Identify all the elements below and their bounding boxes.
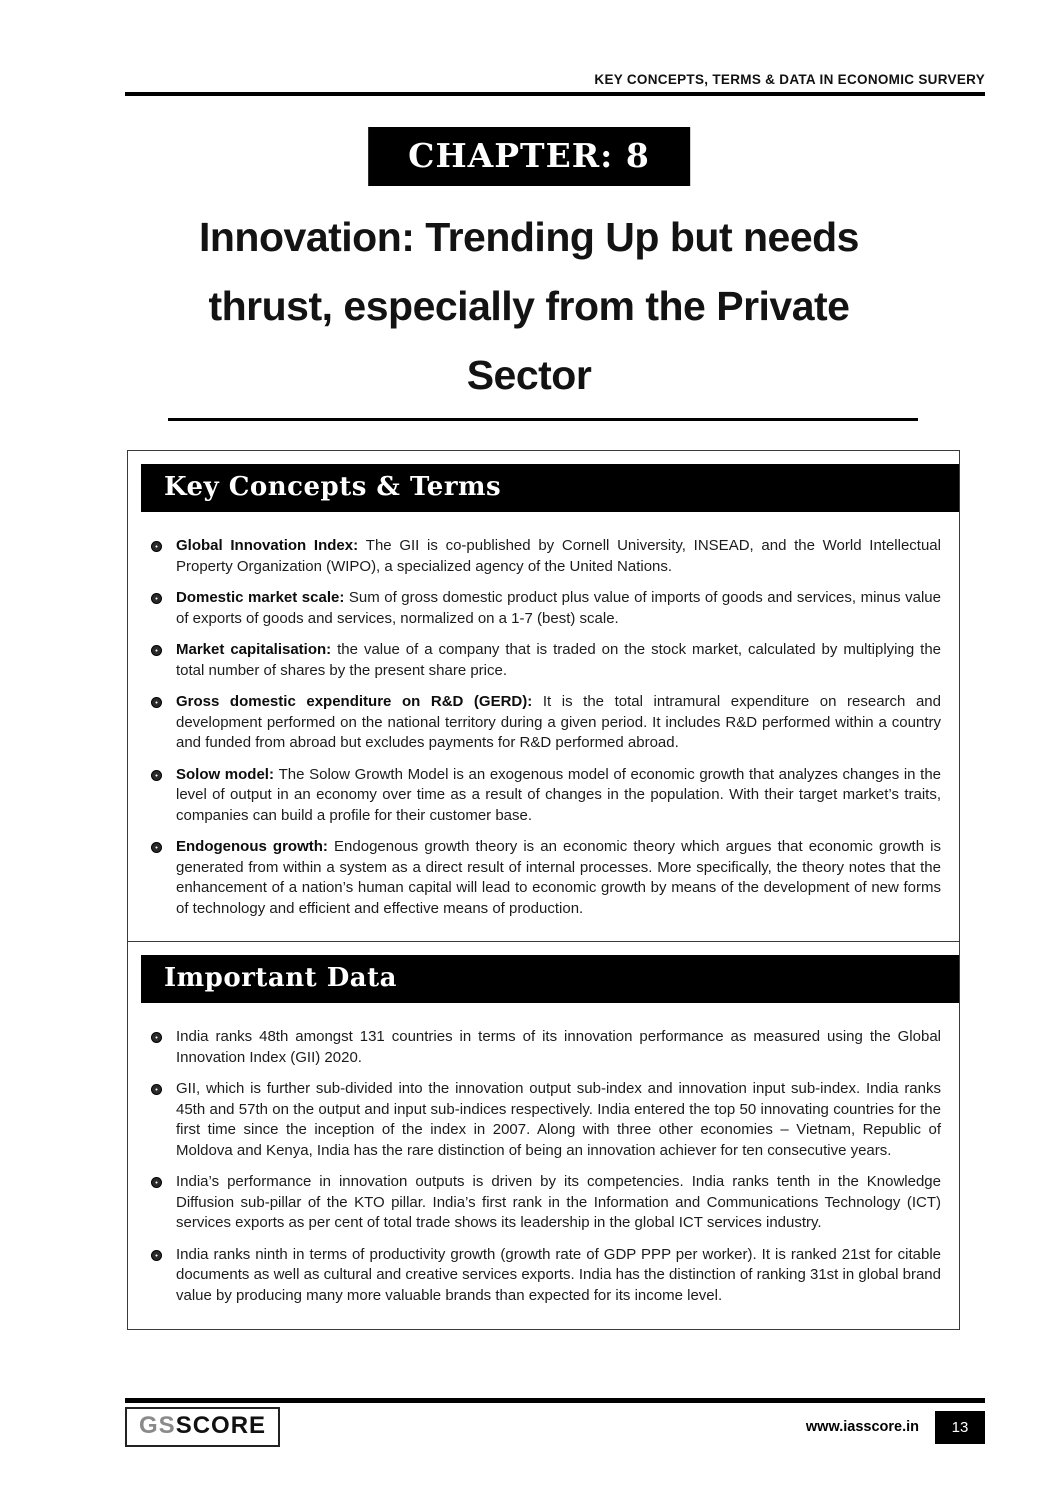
page-title-line-2: thrust, especially from the Private xyxy=(208,283,850,329)
list-item xyxy=(142,1079,941,1161)
term-label: Global Innovation Index: xyxy=(176,537,366,554)
page-title-line-1: Innovation: Trending Up but needs xyxy=(199,214,859,260)
brand-logo xyxy=(125,1407,280,1447)
important-data-heading: Important Data xyxy=(141,955,959,1003)
bullet-icon xyxy=(151,1084,162,1095)
bullet-icon xyxy=(151,541,162,552)
page-title-line-3: Sector xyxy=(466,352,592,398)
important-data-list xyxy=(128,1003,959,1329)
list-item xyxy=(142,692,941,754)
list-item xyxy=(142,1172,941,1234)
item-text: the value of a company that is traded on the stock market, calculated by multiplying the total number of shares by the present share price. xyxy=(176,641,942,679)
bullet-icon xyxy=(151,770,162,781)
list-item xyxy=(142,1027,941,1068)
footer-rule xyxy=(125,1398,985,1403)
term-label: Market capitalisation: xyxy=(176,641,338,658)
term-label: Domestic market scale: xyxy=(176,589,349,606)
list-item xyxy=(142,765,941,827)
running-header: KEY CONCEPTS, TERMS & DATA IN ECONOMIC SURVERY xyxy=(594,72,985,87)
bullet-icon xyxy=(151,1177,162,1188)
list-item xyxy=(142,536,941,577)
brand-logo-score: SCORE xyxy=(175,1412,267,1439)
item-text: Endogenous growth theory is an economic theory which argues that economic growth is generated from within a system as a direct result of internal processes. More specifically, the theory notes that the enhancement of a nation’s human capital will lead to economic growth by means of the development of new forms of technology and efficient and effective means of production. xyxy=(176,838,941,917)
bullet-icon xyxy=(151,593,162,604)
item-text: The Solow Growth Model is an exogenous model of economic growth that analyzes changes in the level of output in an economy over time as a result of changes in the population. With their target market’s traits, companies can build a profile for their customer base. xyxy=(176,765,941,824)
page-number: 13 xyxy=(935,1411,985,1444)
list-item xyxy=(142,588,941,629)
header-rule xyxy=(125,92,985,96)
chapter-badge: CHAPTER: 8 xyxy=(368,127,690,186)
bullet-icon xyxy=(151,697,162,708)
list-item xyxy=(142,837,941,919)
footer-website: www.iasscore.in xyxy=(805,1419,919,1435)
list-item xyxy=(142,1245,941,1307)
key-concepts-list xyxy=(128,512,959,942)
bullet-icon xyxy=(151,842,162,853)
page-title xyxy=(70,203,988,410)
term-label: Endogenous growth: xyxy=(176,838,335,855)
key-concepts-section xyxy=(127,450,960,943)
bullet-icon xyxy=(151,1032,162,1043)
item-text: India’s performance in innovation outputs is driven by its competencies. India ranks tenth in the Knowledge Diffusion sub-pillar of the KTO pillar. India’s first rank in the Information and Communications Technology (ICT) services exports as per cent of total trade shows its leadership in the global ICT services industry. xyxy=(176,1173,941,1231)
brand-logo-gs: GS xyxy=(139,1412,176,1439)
term-label: Gross domestic expenditure on R&D (GERD): xyxy=(176,693,543,710)
item-text: The GII is co-published by Cornell University, INSEAD, and the World Intellectual Property Organization (WIPO), a specialized agency of the United Nations. xyxy=(176,537,941,575)
list-item xyxy=(142,640,941,681)
item-text: Sum of gross domestic product plus value of imports of goods and services, minus value of exports of goods and services, normalized on a 1-7 (best) scale. xyxy=(176,589,941,627)
item-text: India ranks 48th amongst 131 countries in terms of its innovation performance as measured using the Global Innovation Index (GII) 2020. xyxy=(176,1028,941,1066)
important-data-section xyxy=(127,941,960,1330)
term-label: Solow model: xyxy=(176,765,279,783)
bullet-icon xyxy=(151,645,162,656)
footer xyxy=(125,1407,985,1447)
title-rule xyxy=(168,418,918,421)
item-text: India ranks ninth in terms of productivity growth (growth rate of GDP PPP per worker). It is ranked 21st for citable documents as well as cultural and creative services exports. India has the distinction of ranking 31st in global brand value by producing many more valuable brands than expected for its income level. xyxy=(176,1245,941,1304)
bullet-icon xyxy=(151,1250,162,1261)
key-concepts-heading: Key Concepts & Terms xyxy=(141,464,959,512)
item-text: It is the total intramural expenditure on research and development performed on the national territory during a given period. It includes R&D performed within a country and funded from abroad but excludes payments for R&D performed abroad. xyxy=(176,693,941,751)
item-text: GII, which is further sub-divided into the innovation output sub-index and innovation input sub-index. India ranks 45th and 57th on the output and input sub-indices respectively. India entered the top 50 innovating countries for the first time since the inception of the index in 2007. Along with three other economies – Vietnam, Republic of Moldova and Kenya, India has the rare distinction of being an innovation achiever for ten consecutive years. xyxy=(176,1080,941,1159)
